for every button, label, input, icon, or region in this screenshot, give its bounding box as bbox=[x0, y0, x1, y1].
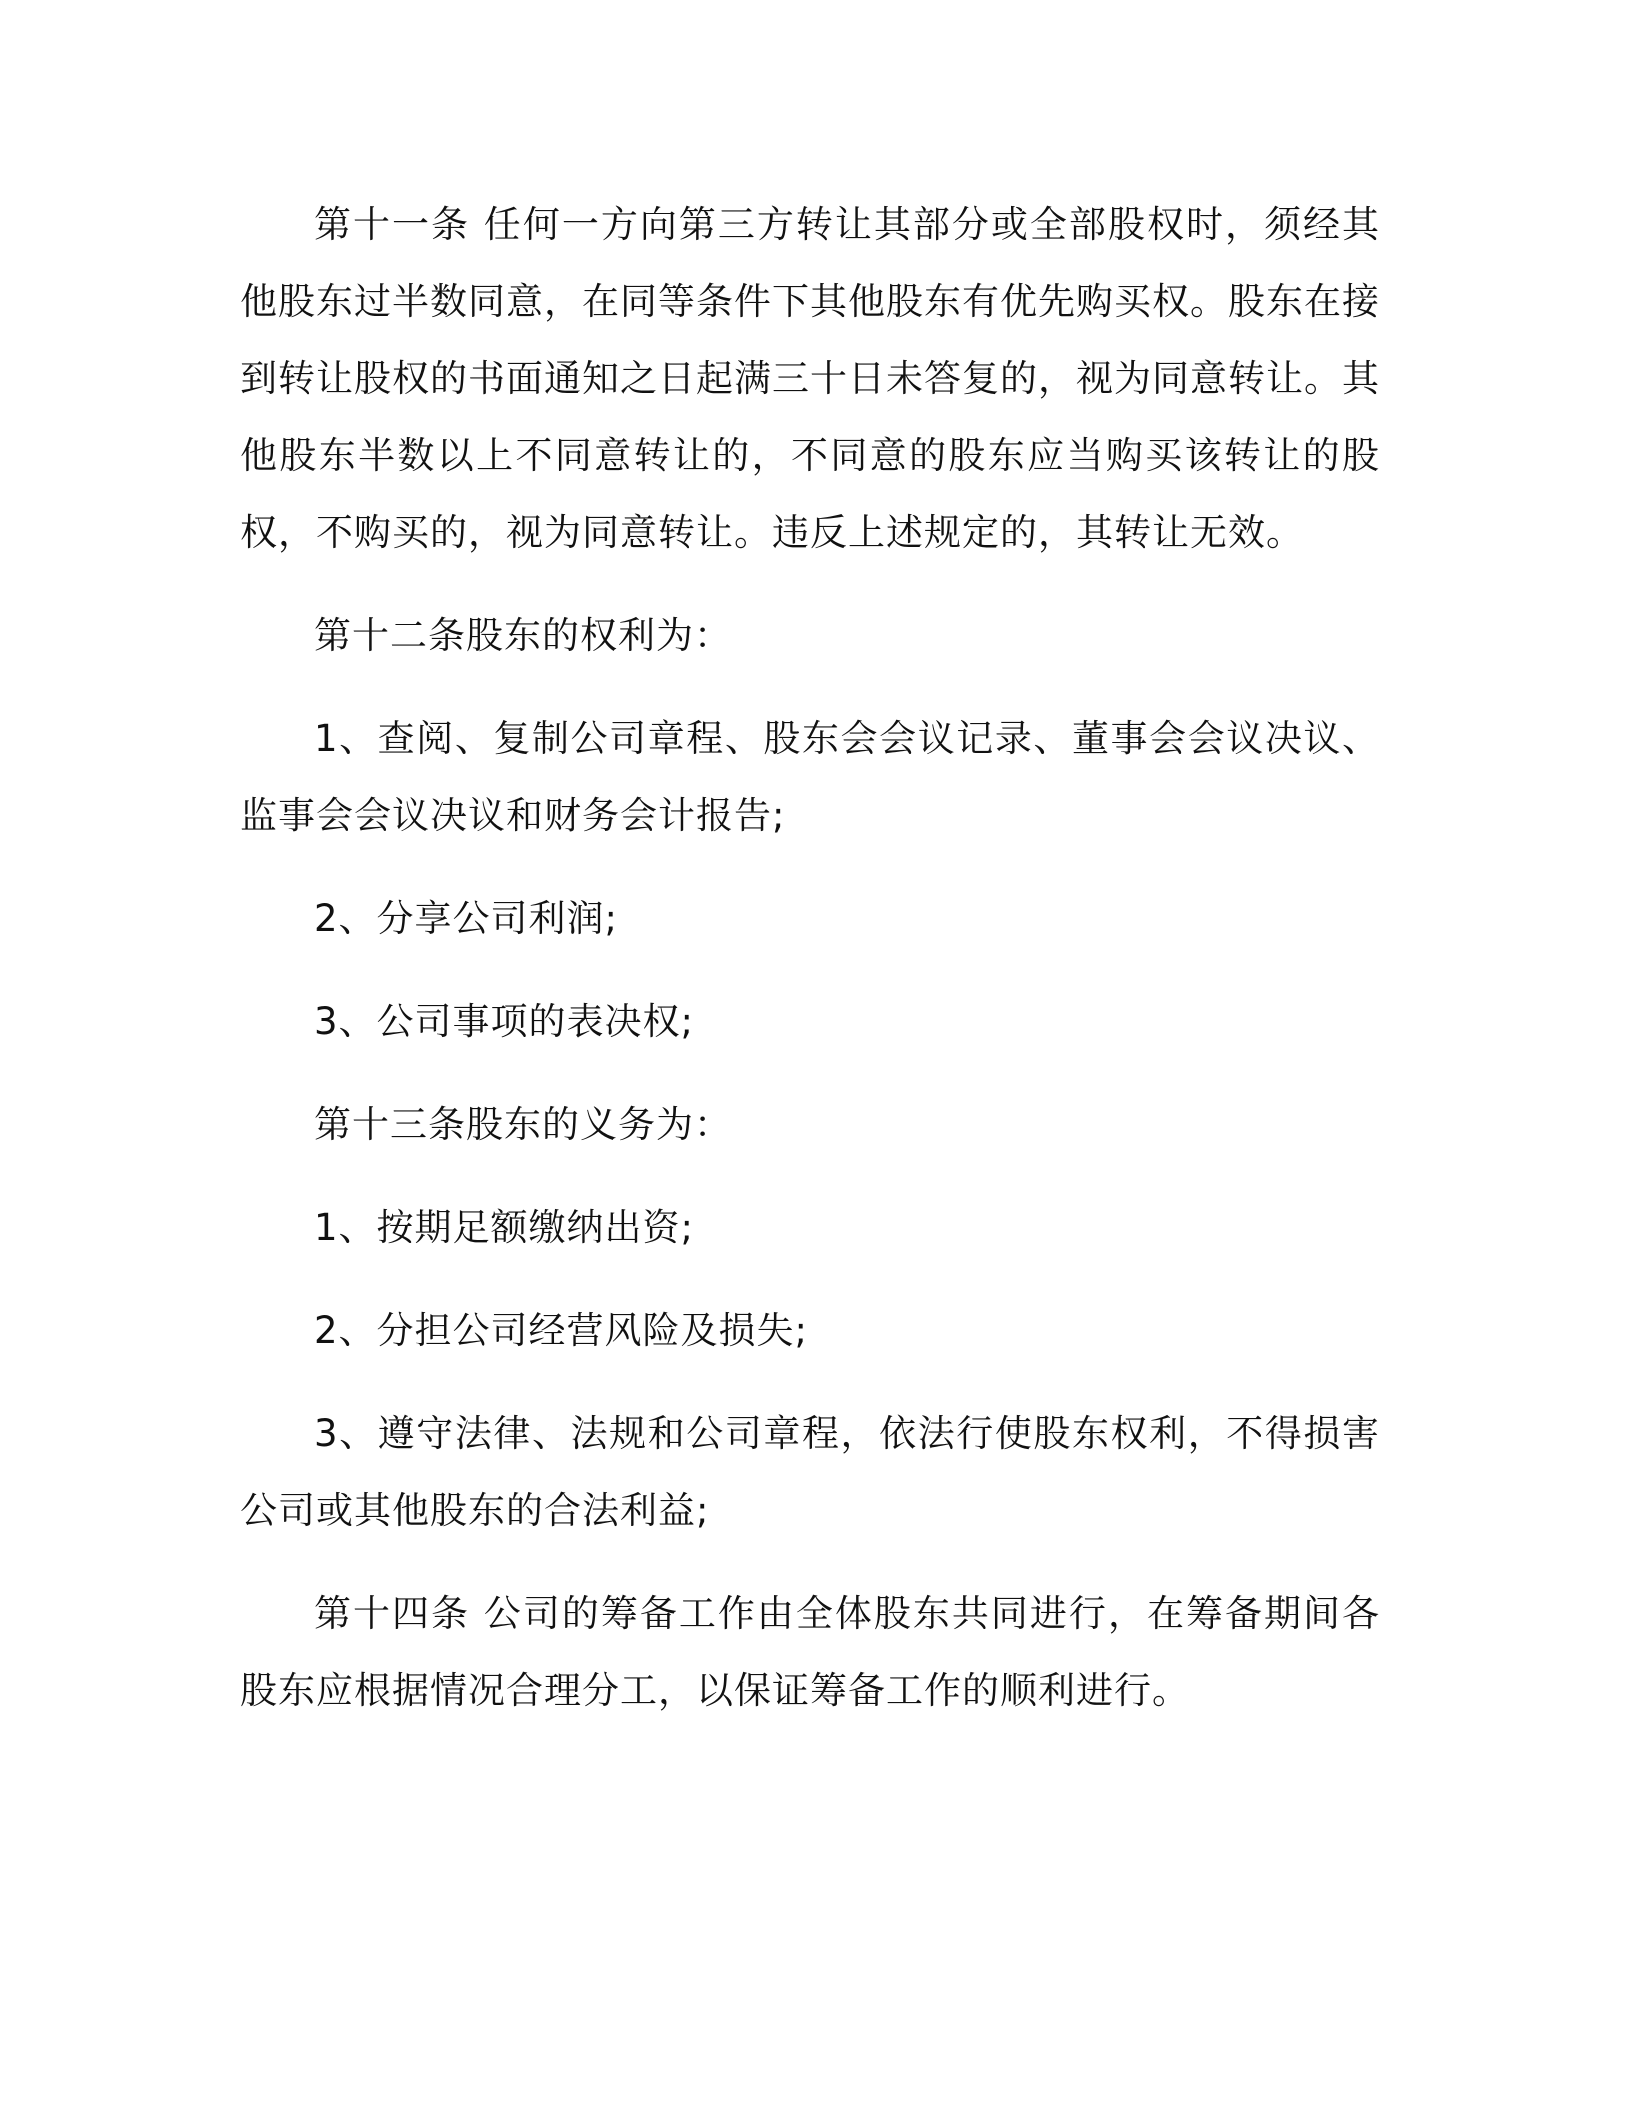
article-13-item-1: 1、按期足额缴纳出资; bbox=[314, 1206, 695, 1249]
article-13-item-3: 3、遵守法律、法规和公司章程，依法行使股东权利，不得损害公司或其他股东的合法利益; bbox=[240, 1412, 1380, 1532]
article-13-heading: 第十三条股东的义务为： bbox=[314, 1103, 732, 1146]
article-12-item-3: 3、公司事项的表决权; bbox=[314, 1000, 695, 1043]
article-12-item-1: 1、查阅、复制公司章程、股东会会议记录、董事会会议决议、监事会会议决议和财务会计报告; bbox=[240, 717, 1380, 837]
document-page bbox=[240, 186, 1380, 1729]
article-14-paragraph: 第十四条 公司的筹备工作由全体股东共同进行，在筹备期间各股东应根据情况合理分工，以保证筹备工作的顺利进行。 bbox=[240, 1592, 1380, 1712]
article-13-item-2: 2、分担公司经营风险及损失; bbox=[314, 1309, 809, 1352]
article-12-item-2: 2、分享公司利润; bbox=[314, 897, 619, 940]
article-11-paragraph: 第十一条 任何一方向第三方转让其部分或全部股权时，须经其他股东过半数同意，在同等条件下其他股东有优先购买权。股东在接到转让股权的书面通知之日起满三十日未答复的，视为同意转让。其他股东半数以上不同意转让的，不同意的股东应当购买该转让的股权，不购买的，视为同意转让。违反上述规定的，其转让无效。 bbox=[240, 203, 1380, 554]
article-12-heading: 第十二条股东的权利为： bbox=[314, 614, 732, 657]
